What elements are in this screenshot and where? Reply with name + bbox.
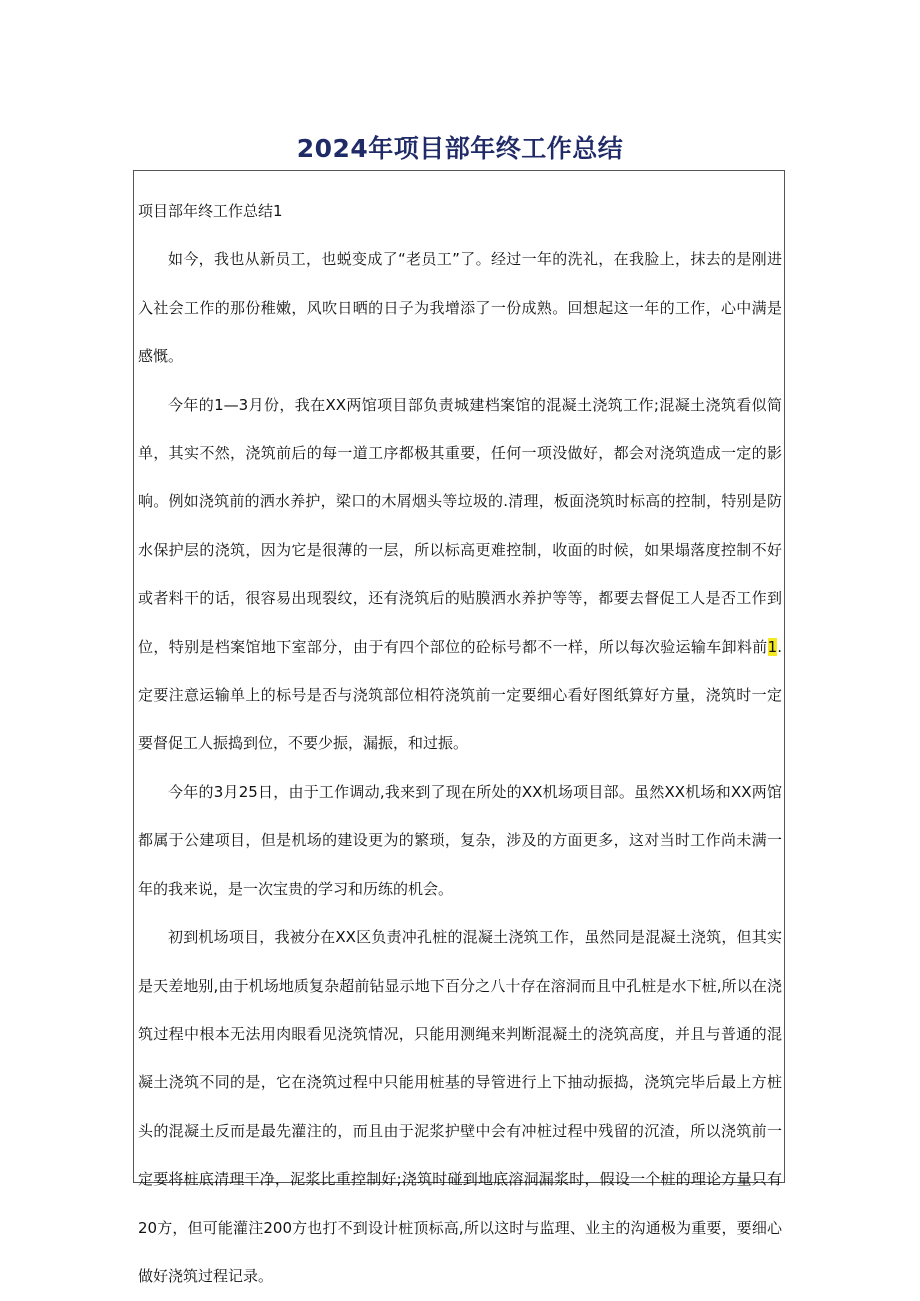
paragraph-2-text-before: 今年的1—3月份，我在XX两馆项目部负责城建档案馆的混凝土浇筑工作;混凝土浇筑看似简单，其实不然，浇筑前后的每一道工序都极其重要，任何一项没做好，都会对浇筑造成一定的影响。例如浇筑前的洒水养护，梁口的木屑烟头等垃圾的.清理，板面浇筑时标高的控制，特别是防水保护层的浇筑，因为它是很薄的一层，所以标高更难控制，收面的时候，如果塌落度控制不好或者料干的话，很容易出现裂纹，还有浇筑后的贴膜洒水养护等等，都要去督促工人是否工作到位，特别是档案馆地下室部分，由于有四个部位的砼标号都不一样，所以每次验运输车卸料前 xyxy=(138,395,782,656)
paragraph-3: 今年的3月25日，由于工作调动,我来到了现在所处的XX机场项目部。虽然XX机场和XX两馆都属于公建项目，但是机场的建设更为的繁琐，复杂，涉及的方面更多，这对当时工作尚未满一年的我来说，是一次宝贵的学习和历练的机会。 xyxy=(138,782,782,898)
paragraph-2 xyxy=(138,381,782,768)
document-title: 2024年项目部年终工作总结 xyxy=(296,133,624,163)
section-heading: 项目部年终工作总结1 xyxy=(138,202,283,220)
document-body-box xyxy=(133,170,785,1285)
paragraph-2-text-after: .定要注意运输单上的标号是否与浇筑部位相符浇筑前一定要细心看好图纸算好方量，浇筑时一定要督促工人振捣到位，不要少振，漏振，和过振。 xyxy=(138,637,782,753)
paragraph-1: 如今，我也从新员工，也蜕变成了“老员工”了。经过一年的洗礼，在我脸上，抹去的是刚进入社会工作的那份稚嫩，风吹日晒的日子为我增添了一份成熟。回想起这一年的工作，心中满是感慨。 xyxy=(138,250,782,366)
highlighted-text: 1 xyxy=(767,637,778,656)
document-content xyxy=(138,187,782,1300)
paragraph-4: 初到机场项目，我被分在XX区负责冲孔桩的混凝土浇筑工作，虽然同是混凝土浇筑，但其实是天差地别,由于机场地质复杂超前钻显示地下百分之八十存在溶洞而且中孔桩是水下桩,所以在浇筑过程中根本无法用肉眼看见浇筑情况，只能用测绳来判断混凝土的浇筑高度，并且与普通的混凝土浇筑不同的是，它在浇筑过程中只能用桩基的导管进行上下抽动振捣，浇筑完毕后最上方桩头的混凝土反而是最先灌注的，而且由于泥浆护壁中会有冲桩过程中残留的沉渣，所以浇筑前一定要将桩底清理干净，泥浆比重控制好;浇筑时碰到地底溶洞漏浆时，假设一个桩的理论方量只有20方，但可能灌注200方也打不到设计桩顶标高,所以这时与监理、业主的沟通极为重要，要细心做好浇筑过程记录。 xyxy=(138,928,782,1285)
